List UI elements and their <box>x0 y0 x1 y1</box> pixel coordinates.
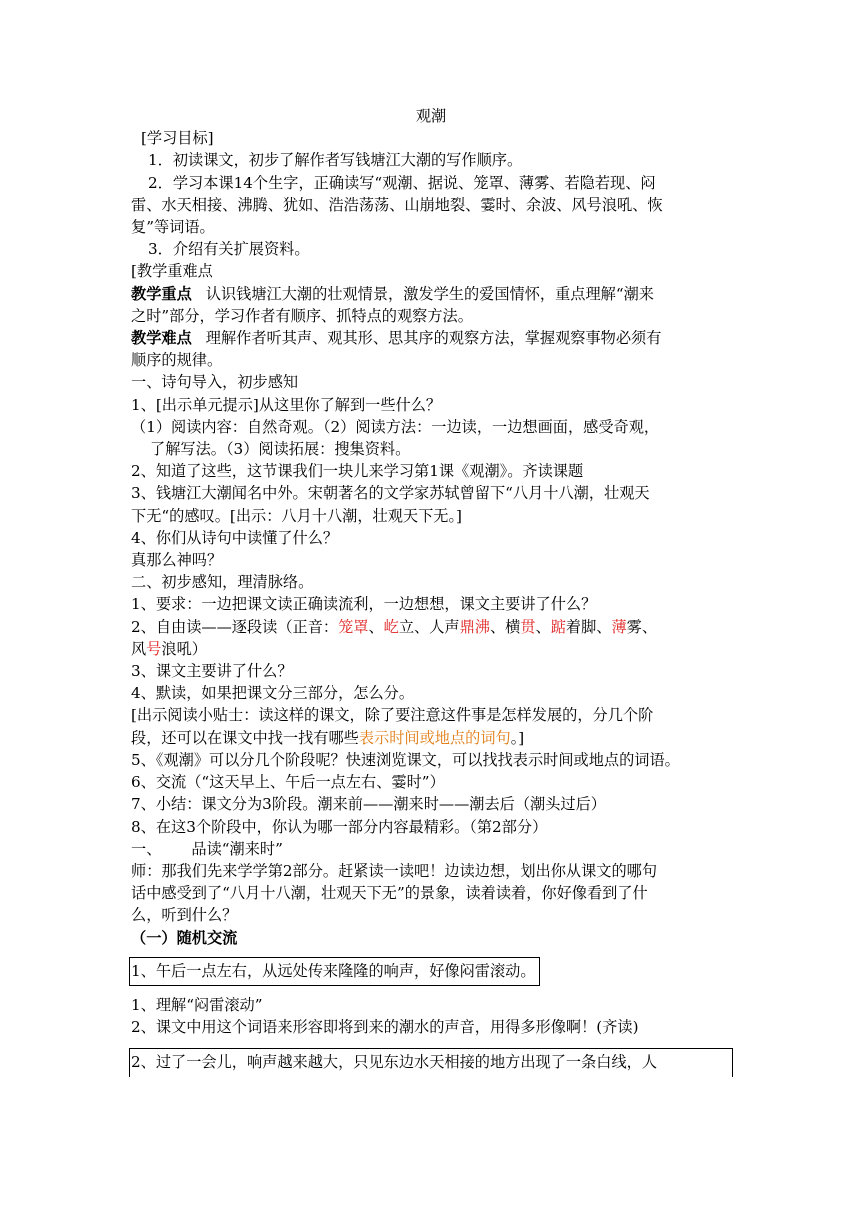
pronunciation-word: 踮 <box>550 617 566 636</box>
section-2-item-3: 3、课文主要讲了什么？ <box>131 662 293 681</box>
teacher-line-2: 话中感受到了“八月十八潮，壮观天下无”的景象，读着读着，你好像看到了什 <box>131 884 648 903</box>
section-2-item-5: 5、《观潮》可以分几个阶段呢？快速浏览课文，可以找找表示时间或地点的词语。 <box>131 750 680 769</box>
goal-2-line-3: 复”等词语。 <box>131 218 215 237</box>
teacher-line-3: 么，听到什么？ <box>131 906 238 925</box>
section-3-heading <box>131 838 731 860</box>
box-1-item-2: 2、课文中用这个词语来形容即将到来的潮水的声音，用得多形像啊！(齐读) <box>131 1018 639 1037</box>
section-1-item-2: 2、知道了这些，这节课我们一块儿来学习第1课《观潮》。齐读课题 <box>131 462 584 481</box>
reading-tip-line-2 <box>131 727 731 749</box>
section-2-item-2-line-2 <box>131 638 731 660</box>
section-2-item-6: 6、交流（“这天早上、午后一点左右、霎时”） <box>131 773 445 792</box>
goal-2-line-2: 雷、水天相接、沸腾、犹如、浩浩荡荡、山崩地裂、霎时、余波、风号浪吼、恢 <box>131 195 663 214</box>
item-2-text: 风 <box>131 639 147 658</box>
difficult-point-line-1 <box>131 327 731 349</box>
quote-box-1: 1、午后一点左右，从远处传来隆隆的响声，好像闷雷滚动。 <box>129 957 540 986</box>
section-2-item-4: 4、默读，如果把课文分三部分，怎么分。 <box>131 684 415 703</box>
pronunciation-word: 屹 <box>383 617 399 636</box>
item-2-text: 2、自由读——逐段读（正音： <box>131 617 339 636</box>
difficult-point-line-2: 顺序的规律。 <box>131 351 223 370</box>
pronunciation-word: 鼎沸 <box>459 617 490 636</box>
section-2-item-8: 8、在这3个阶段中，你认为哪一部分内容最精彩。（第2部分） <box>131 817 548 836</box>
section-3-number: 一、 <box>131 839 162 858</box>
section-2-heading: 二、初步感知，理清脉络。 <box>131 573 314 592</box>
item-2-text: 立、人声 <box>398 617 460 636</box>
section-3-title: 品读“潮来时” <box>191 839 283 858</box>
key-point-label: 教学重点 <box>131 284 192 303</box>
item-2-text: 雾、 <box>626 617 658 636</box>
section-2-item-2-line-1 <box>131 616 731 638</box>
goals-header: [学习目标] <box>141 129 214 148</box>
section-1-item-1: 1、[出示单元提示]从这里你了解到一些什么？ <box>131 395 442 414</box>
pronunciation-word: 薄 <box>611 617 627 636</box>
section-1-heading: 一、诗句导入，初步感知 <box>131 373 299 392</box>
section-1-item-3-line-2: 下无“的感叹。[出示：八月十八潮，壮观天下无。] <box>131 506 462 525</box>
item-2-text: 浪吼） <box>161 639 207 658</box>
pronunciation-word: 贯 <box>520 617 536 636</box>
box-1-item-1: 1、理解“闷雷滚动” <box>131 995 263 1014</box>
reading-tip-line-1: [出示阅读小贴士：读这样的课文，除了要注意这件事是怎样发展的，分几个阶 <box>131 706 654 725</box>
subsection-heading <box>131 927 731 949</box>
difficult-point-text: 理解作者听其声、观其形、思其序的观察方法，掌握观察事物必须有 <box>205 329 662 348</box>
goal-1: 1．初读课文，初步了解作者写钱塘江大潮的写作顺序。 <box>148 151 523 170</box>
quote-box-2: 2、过了一会儿，响声越来越大，只见东边水天相接的地方出现了一条白线，人 <box>129 1048 733 1076</box>
key-point-line-1 <box>131 283 731 305</box>
difficulty-header: [教学重难点 <box>131 262 213 281</box>
lesson-plan-body <box>131 105 731 1077</box>
subsection-title: （一）随机交流 <box>131 928 238 947</box>
goal-3: 3．介绍有关扩展资料。 <box>148 240 310 259</box>
pronunciation-word: 号 <box>146 639 162 658</box>
highlighted-phrase: 表示时间或地点的词句 <box>358 728 511 747</box>
item-2-text: 、 <box>368 617 384 636</box>
key-point-line-2: 之时”部分，学习作者有顺序、抓特点的观察方法。 <box>131 306 473 325</box>
key-point-text: 认识钱塘江大潮的壮观情景，激发学生的爱国情怀，重点理解“潮来 <box>205 284 654 303</box>
teacher-line-1: 师：那我们先来学学第2部分。赶紧读一读吧！边读边想，划出你从课文的哪句 <box>131 861 658 880</box>
section-1-item-1b: 了解写法。（3）阅读拓展：搜集资料。 <box>150 440 411 459</box>
pronunciation-word: 笼罩 <box>338 617 369 636</box>
item-2-text: 着脚、 <box>565 617 612 636</box>
section-1-item-5: 真那么神吗？ <box>131 551 223 570</box>
item-2-text: 、横 <box>489 617 521 636</box>
item-2-text: 、 <box>535 617 551 636</box>
section-1-item-1a: （1）阅读内容：自然奇观。（2）阅读方法：一边读，一边想画面，感受奇观， <box>131 417 660 436</box>
section-1-item-3-line-1: 3、钱塘江大潮闻名中外。宋朝著名的文学家苏轼曾留下“八月十八潮，壮观天 <box>131 484 650 503</box>
section-2-item-1: 1、要求：一边把课文读正确读流利，一边想想，课文主要讲了什么？ <box>131 595 597 614</box>
reading-tip-text: 段，还可以在课文中找一找有哪些 <box>131 728 359 747</box>
reading-tip-text: 。] <box>510 728 525 747</box>
difficult-point-label: 教学难点 <box>131 329 192 348</box>
goal-2-line-1: 2．学习本课14个生字，正确读写“观潮、据说、笼罩、薄雾、若隐若现、闷 <box>148 173 656 192</box>
section-1-item-4: 4、你们从诗句中读懂了什么？ <box>131 528 339 547</box>
page-title: 观潮 <box>415 107 447 125</box>
section-2-item-7: 7、小结：课文分为3阶段。潮来前——潮来时——潮去后（潮头过后） <box>131 795 606 814</box>
